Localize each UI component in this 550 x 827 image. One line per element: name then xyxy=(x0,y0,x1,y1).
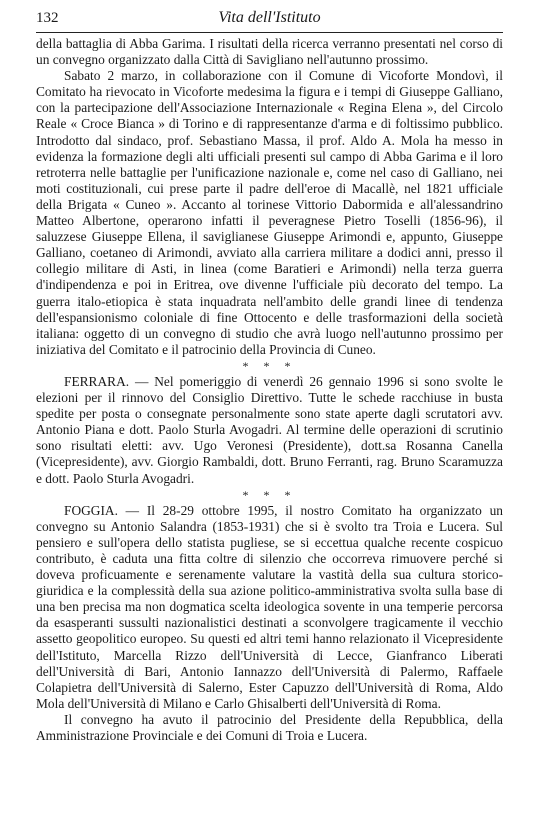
paragraph-foggia: FOGGIA. — Il 28-29 ottobre 1995, il nostro Comitato ha organizzato un convegno su Antonio Salandra (1853-1931) che si è svolto tra Troia e Lucera. Sul pensiero e sull'opera dello statista pugliese, se si eccettua qualche recente cospicuo contributo, è caduta una fitta coltre di silenzio che occorreva rimuovere perché si doveva proficuamente e serenamente valutare la vastità della sua cultura storico-giuridica e la complessità della sua azione politico-amministrativa svolta sulla base di una ben precisa ma non dogmatica scelta ideologica sovente in una temperie percorsa da esasperanti sussulti nazionalistici destinati a sconvolgere tragicamente il vecchio assetto geopolitico europeo. Su questi ed altri temi hanno relazionato il Vicepresidente dell'Istituto, Marcella Rizzo dell'Università di Lecce, Gianfranco Liberati dell'Università di Bari, Antonio Iannazzo dell'Università di Palermo, Raffaele Colapietra dell'Università di Salerno, Ester Capuzzo dell'Università di Roma, Aldo Mola dell'Università di Milano e Carlo Ghisalberti dell'Università di Roma. xyxy=(36,502,503,711)
paragraph-ferrara: FERRARA. — Nel pomeriggio di venerdì 26 gennaio 1996 si sono svolte le elezioni per il rinnovo del Consiglio Direttivo. Tutte le schede racchiuse in busta spedite per posta o consegnate personalmente sono state aperte dagli scrutatori avv. Antonio Piana e dott. Paolo Sturla Avogadri. Al termine delle operazioni di scrutinio sono risultati eletti: avv. Ugo Veronesi (Presidente), dott.sa Rosanna Canella (Vicepresidente), avv. Giorgio Rambaldi, dott. Bruno Ferranti, rag. Bruno Scaramuzza e dott. Paolo Sturla Avogadri. xyxy=(36,373,503,486)
paragraph-foggia-patronage: Il convegno ha avuto il patrocinio del Presidente della Repubblica, della Amministrazione Provinciale e dei Comuni di Troia e Lucera. xyxy=(36,711,503,744)
section-separator: * * * xyxy=(242,358,297,373)
page-header xyxy=(36,6,503,33)
running-title: Vita dell'Istituto xyxy=(218,9,321,26)
page-body xyxy=(36,36,503,744)
section-separator: * * * xyxy=(242,487,297,502)
paragraph-vicoforte: Sabato 2 marzo, in collaborazione con il Comune di Vicoforte Mondovì, il Comitato ha rievocato in Vicoforte medesima la figura e i tempi di Giuseppe Galliano, con la partecipazione dell'Associazione Internazionale « Regina Elena », del Circolo Reale « Croce Bianca » di Torino e di rappresentanze d'arma e di foltissimo pubblico. Introdotto dal sindaco, prof. Sebastiano Massa, il prof. Aldo A. Mola ha messo in evidenza la formazione degli alti ufficiali presenti sul campo di Abba Garima e il loro retroterra nelle battaglie per l'unificazione nazionale e, come nel caso di Galliano, nei moti costituzionali, cui prese parte il padre dell'eroe di Macallè, nel 1821 ufficiale della Brigata « Cuneo ». Accanto al torinese Vittorio Dabormida e all'alessandrino Matteo Albertone, operarono infatti il peveragnese Pietro Toselli (1856-96), il saluzzese Giuseppe Ellena, il saviglianese Giuseppe Arimondi e, appunto, Giuseppe Galliano, coetaneo di Arimondi, avviato alla carriera militare a dodici anni, presso il collegio militare di Asti, in linea (come Baratieri e Arimondi) nella terza guerra d'indipendenza e poi in Eritrea, ove divenne l'ufficiale più decorato del tempo. La guerra italo-etiopica è stata inquadrata nell'ambito delle grandi linee di tendenza dell'espansionismo coloniale di fine Ottocento e delle trasformazioni della società italiana: oggetto di un convegno di studio che avrà luogo nell'autunno prossimo per iniziativa del Comitato e il patrocinio della Provincia di Cuneo. xyxy=(36,68,503,357)
paragraph-continuation: della battaglia di Abba Garima. I risultati della ricerca verranno presentati nel corso di un convegno organizzato dalla Città di Savigliano nell'autunno prossimo. xyxy=(36,36,503,68)
page-number: 132 xyxy=(36,10,59,26)
